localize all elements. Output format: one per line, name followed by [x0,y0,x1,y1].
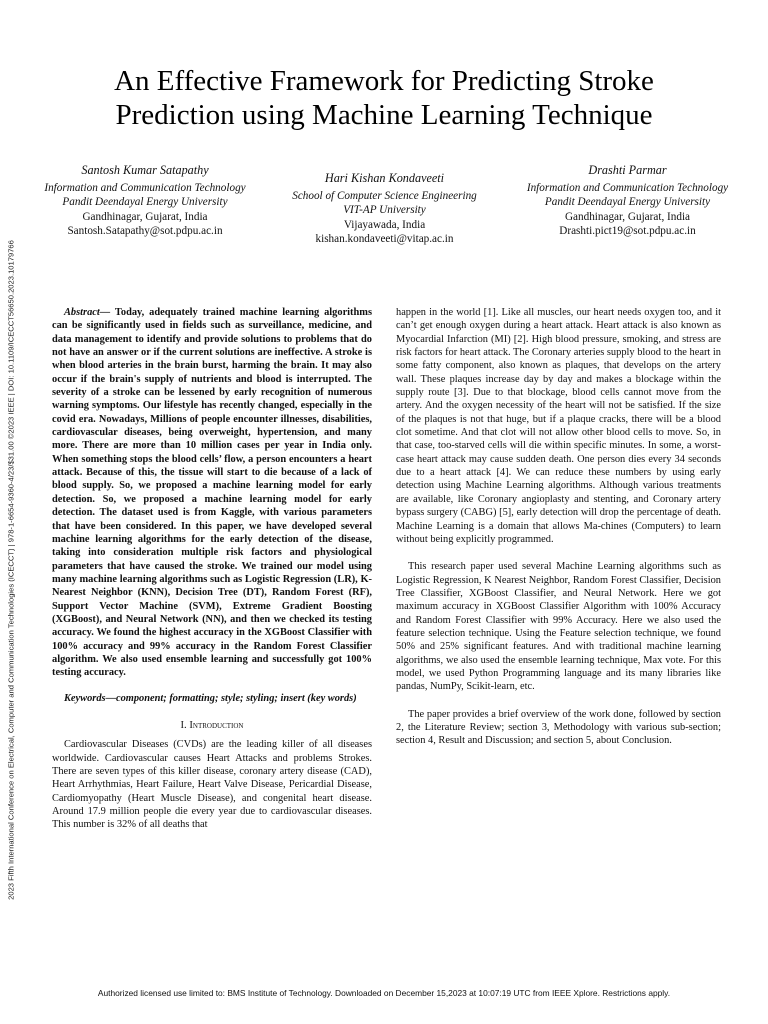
left-column [52,306,372,832]
abstract [52,306,372,680]
author-name: Santosh Kumar Satapathy [81,163,209,177]
author-institution: VIT-AP University [343,204,426,216]
author-location: Gandhinagar, Gujarat, India [564,210,691,223]
author-department: School of Computer Science Engineering [292,189,477,202]
author-email: kishan.kondaveeti@vitap.ac.in [315,233,454,245]
section-heading-introduction [52,719,372,732]
author-block-3 [520,163,735,239]
intro-paragraph-3: The paper provides a brief overview of the work done, followed by section 2, the Literature Review; section 3, Methodology with various sub-section; section 4, Result and Discussion; and section 5, about Conclusion. [396,708,721,747]
intro-paragraph-continued: happen in the world [1]. Like all muscles, our heart needs oxygen too, and it can’t get enough oxygen during a heart attack. Heart attack is also known as Myocardial Infarction (MI) [2]. High blood pressure, smoking, and stress are risk factors for heart attack. The Coronary arteries supply blood to the heart in some fatty component, also known as plaques, that develops on the artery wall. These plaques increase day by day and makes a blockage within the supply route [3]. Due to that blockage, blood cells cannot move from the artery. And the oxygen necessity of the heart will not be satisfied. If the size of the plaques is not that huge, but if a plaque cracks, there will be a blood clot sometime. And that clot will not allow other blood cells to move. So, in that case, too-starved cells will die within specific minutes. In some, a worst-case heart attack may cause sudden death. One person dies every 34 seconds due to a heart attack [4]. We can reduce these numbers by using early detection using Machine Learning algorithms. Although various treatments are available, like Coronary angioplasty and stenting, and Coronary artery bypass surgery (CABG) [5], early detection will drop the percentage of death. Machine Learning is a domain that allows Ma-chines (Computers) to learn without being explicitly programmed. [396,307,721,545]
intro-paragraph-1: Cardiovascular Diseases (CVDs) are the leading killer of all diseases worldwide. Cardiovascular causes Heart Attacks and problems Strokes. There are seven types of this killer disease, coronary artery disease (CAD), Heart Arrhythmias, Heart Failure, Heart Valve Disease, Pericardial Disease, Cardiomyopathy (Heart Muscle Disease), and congenital heart disease. Around 17.9 million people die every year due to cardiovascular diseases. This number is 32% of all deaths that [52,739,372,831]
paper-title: An Effective Framework for Predicting Stroke Prediction using Machine Learning Technique [114,65,654,131]
author-institution: Pandit Deendayal Energy University [544,196,711,208]
author-name: Hari Kishan Kondaveeti [324,171,445,185]
conference-side-note [4,0,18,1024]
author-location: Vijayawada, India [343,218,426,231]
right-column [396,306,721,748]
author-name: Drashti Parmar [588,163,667,177]
author-location: Gandhinagar, Gujarat, India [82,210,208,223]
author-block-1 [40,163,250,239]
license-footer: Authorized licensed use limited to: BMS Institute of Technology. Downloaded on December 15,2023 at 10:07:19 UTC from IEEE Xplore. Restrictions apply. [97,988,671,998]
author-block-2 [282,171,487,247]
author-email: Drashti.pict19@sot.pdpu.ac.in [559,225,696,237]
abstract-label: Abstract— [64,307,111,318]
keywords: Keywords—component; formatting; style; styling; insert (key words) [64,692,357,704]
author-institution: Pandit Deendayal Energy University [62,196,228,208]
section-number: I. [180,719,187,731]
section-title: Introduction [189,719,244,731]
side-note-text: 2023 Fifth International Conference on Electrical, Computer and Communication Technologies (ICECCT) | 978-1-6654-9360-4/23/$31.00 ©2023 IEEE | DOI: 10.1109/ICECCT56650.2023.10179766 [6,240,16,900]
author-department: Information and Communication Technology [44,181,246,194]
author-department: Information and Communication Technology [526,181,729,194]
intro-paragraph-2: This research paper used several Machine Learning algorithms such as Logistic Regression, K Nearest Neighbor, Random Forest Classifier, Decision Tree Classifier, XGBoost Classifier, and Neural Network. Here we got maximum accuracy in XGBoost Classifier Algorithm with 100% Accuracy and Random Forest Classifier with 99% Accuracy. Here we also used the feature selection technique. Using the Feature selection technique, we found 50% and 25% significant features. And with traditional machine learning algorithms, we also used the ensemble learning technique, Max vote. For this model, we used Python Programming language and its many libraries like pandas, NumPy, Scikit-learn, etc. [396,561,721,693]
abstract-text: Today, adequately trained machine learning algorithms can be significantly used in fields such as surveillance, medicine, and data management to identify and provide solutions to problems that do not have an answer or if the current solutions are ineffective. A stroke is when blood arteries in the brain burst, harming the brain. It may also occur if the brain's supply of nutrients and blood is interrupted. The severity of a stroke can be lessened by early recognition of numerous warning symptoms. Our lifestyle has recently changed, especially in the covid era. Nowadays, Millions of people encounter illnesses, disabilities, cardiovascular diseases, being overweight, hypertension, and many more. There are more than 10 million cases per year in India only. When something stops the blood cells’ flow, a person encounters a heart attack. Because of this, the tissue will start to die because of a lack of blood supply. So, we proposed a machine learning model for early detection. So, we proposed a machine learning model for early detection. The dataset used is from Kaggle, with various parameters that have been considered. In this paper, we have developed several machine learning algorithms for the early detection of the disease, taking into consideration multiple risk factors and physiological parameters that have caused the stroke. We trained our model using many machine learning algorithms such as Logistic Regression (LR), K-Nearest Neighbor (KNN), Decision Tree (DT), Random Forest (RF), Support Vector Machine (SVM), Extreme Gradient Boosting (XGBoost), and Neural Network (NN), and then we checked its testing accuracy. We found the highest accuracy in the XGBoost Classifier with 100% accuracy and 99% accuracy in the Random Forest Classifier algorithm. We also used ensemble learning and successfully got 100% testing accuracy. [52,307,372,679]
author-email: Santosh.Satapathy@sot.pdpu.ac.in [67,225,223,237]
